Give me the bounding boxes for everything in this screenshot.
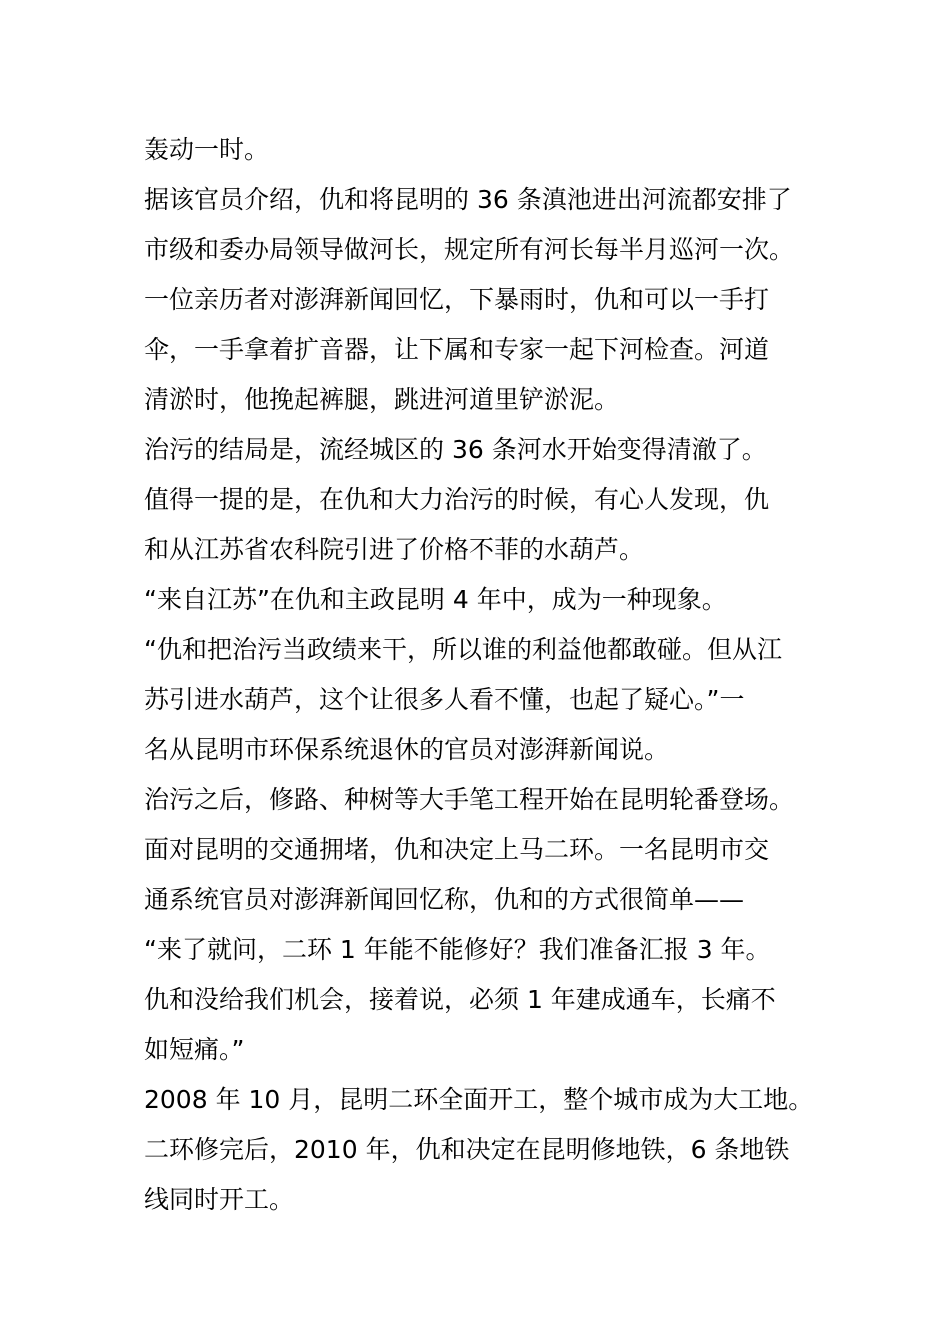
text-line: 轰动一时。 <box>144 135 270 164</box>
text-line: 一位亲历者对澎湃新闻回忆，下暴雨时，仇和可以一手打 <box>144 285 770 314</box>
text-line: 值得一提的是，在仇和大力治污的时候，有心人发现，仇 <box>144 485 770 514</box>
text-line: 清淤时，他挽起裤腿，跳进河道里铲淤泥。 <box>144 385 620 414</box>
text-line: 治污之后，修路、种树等大手笔工程开始在昆明轮番登场。 <box>144 785 795 814</box>
text-line: 治污的结局是，流经城区的 36 条河水开始变得清澈了。 <box>144 435 767 464</box>
text-line: “来自江苏”在仇和主政昆明 4 年中，成为一种现象。 <box>144 585 727 614</box>
text-line: 名从昆明市环保系统退休的官员对澎湃新闻说。 <box>144 735 670 764</box>
text-line: 2008 年 10 月，昆明二环全面开工，整个城市成为大工地。 <box>144 1085 814 1114</box>
text-line: 通系统官员对澎湃新闻回忆称，仇和的方式很简单—— <box>144 885 745 914</box>
text-line: 如短痛。” <box>144 1035 245 1064</box>
text-line: 据该官员介绍，仇和将昆明的 36 条滇池进出河流都安排了 <box>144 185 792 214</box>
text-line: “仇和把治污当政绩来干，所以谁的利益他都敢碰。但从江 <box>144 635 782 664</box>
text-line: 线同时开工。 <box>144 1185 295 1214</box>
text-line: 苏引进水葫芦，这个让很多人看不懂，也起了疑心。”一 <box>144 685 745 714</box>
text-line: “来了就问，二环 1 年能不能修好？我们准备汇报 3 年。 <box>144 935 771 964</box>
text-line: 二环修完后，2010 年，仇和决定在昆明修地铁，6 条地铁 <box>144 1135 790 1164</box>
text-line: 面对昆明的交通拥堵，仇和决定上马二环。一名昆明市交 <box>144 835 770 864</box>
text-line: 仇和没给我们机会，接着说，必须 1 年建成通车，长痛不 <box>144 985 776 1014</box>
text-line: 市级和委办局领导做河长，规定所有河长每半月巡河一次。 <box>144 235 795 264</box>
text-line: 和从江苏省农科院引进了价格不菲的水葫芦。 <box>144 535 645 564</box>
text-line: 伞，一手拿着扩音器，让下属和专家一起下河检查。河道 <box>144 335 770 364</box>
